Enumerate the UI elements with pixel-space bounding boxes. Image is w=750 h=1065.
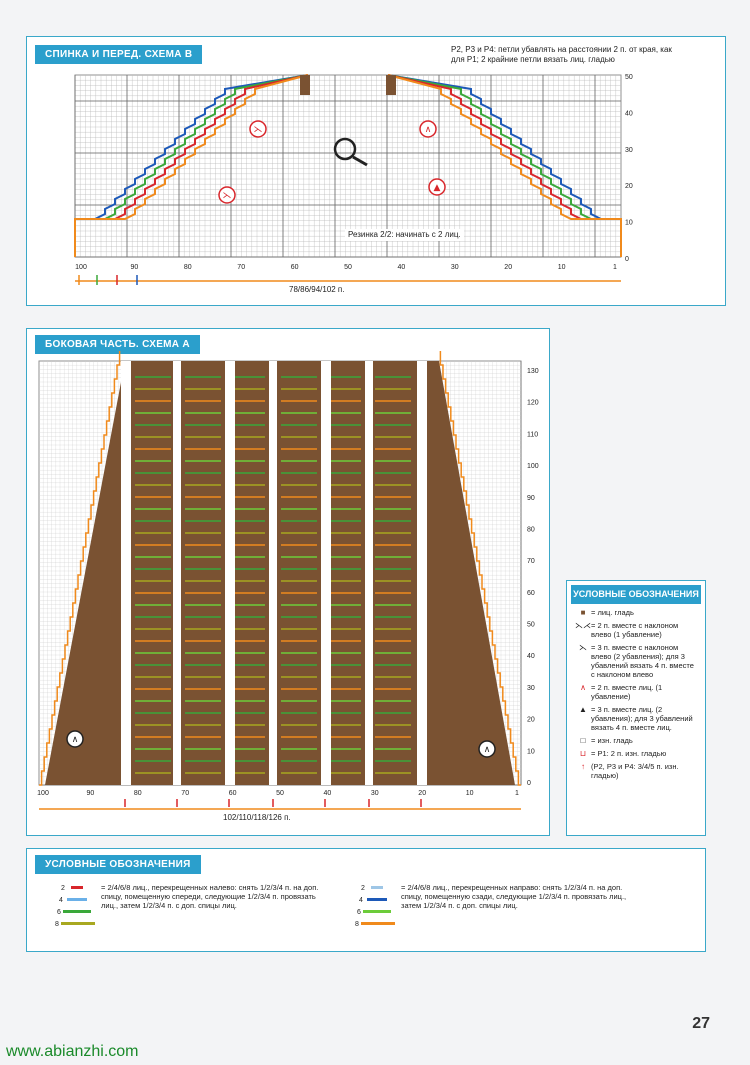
legend-left-cross: = 2/4/6/8 лиц., перекрещенных налево: снять 1/2/3/4 п. на доп. спицу, помещенную спереди, следующие 1/2/3/4 п. провязать лиц., затем 1/2/3/4 п. с доп. спицы лиц.: [101, 883, 319, 910]
purl-column: [225, 361, 235, 785]
legend-num: 6: [57, 909, 61, 916]
k3tog-left-icon: ⋋: [579, 643, 587, 652]
stockinette-swatch-icon: ■: [580, 608, 586, 617]
x-tick-label: 80: [183, 264, 192, 271]
x-tick-label: 70: [237, 264, 246, 271]
decrease-marker-glyph: ⋋: [253, 125, 263, 135]
rib-block: [386, 75, 396, 95]
x-tick-label: 60: [290, 264, 299, 271]
purl-column: [365, 361, 373, 785]
x-tick-label: 90: [86, 790, 95, 797]
y-tick-label: 120: [527, 399, 539, 407]
k2tog-icon: ∧: [580, 683, 586, 692]
legend-num: 4: [59, 897, 63, 904]
legend-num: 8: [355, 921, 359, 928]
swatch-blue: [67, 898, 87, 901]
y-tick-label: 90: [527, 494, 535, 502]
legend-item: ∧ = 2 п. вместе лиц. (1 убавление): [575, 683, 697, 701]
legend-right-cross: = 2/4/6/8 лиц., перекрещенных направо: снять 1/2/3/4 п. на доп. спицу, помещенную сзади, следующие 1/2/3/4 п. провязать лиц., затем 1/2/3/4 п. с доп. спицы лиц.: [401, 883, 627, 910]
legend-item: ⋋ = 3 п. вместе с наклоном влево (2 убавления); для 3 убавлений вязать 4 п. вместе с наклоном влево: [575, 643, 697, 679]
y-tick-label: 20: [625, 183, 633, 191]
x-tick-label: 100: [37, 790, 49, 797]
site-url[interactable]: www.abianzhi.com: [6, 1043, 139, 1060]
scheme-a-width-label: 102/110/118/126 п.: [223, 813, 291, 822]
swatch-darkblue: [367, 898, 387, 901]
purl-column: [173, 361, 181, 785]
legend-item: ⋋⋌ = 2 п. вместе с наклоном влево (1 убавление): [575, 621, 679, 639]
decrease-marker-glyph: ∧: [424, 125, 432, 135]
y-tick-label: 40: [527, 653, 535, 661]
y-tick-label: 20: [527, 716, 535, 724]
x-tick-label: 50: [276, 790, 284, 797]
k3tog-icon: ▲: [579, 705, 587, 714]
legend-item: ↑ (P2, P3 и P4: 3/4/5 п. изн. гладью): [575, 762, 697, 780]
swatch-lightgreen: [363, 910, 391, 913]
y-tick-label: 50: [527, 621, 535, 629]
scheme-b-chart: [27, 37, 727, 307]
scheme-b-width-label: 78/86/94/102 п.: [289, 285, 345, 294]
right-cross-swatches: [355, 885, 395, 928]
x-tick-label: 20: [504, 264, 513, 271]
x-tick-label: 60: [228, 790, 237, 797]
x-tick-label: 20: [418, 790, 427, 797]
scheme-b-note-top: P2, P3 и P4: петли убавлять на расстоянии 2 п. от края, как для P1; 2 крайние петли вязать лиц. гладью: [451, 45, 672, 64]
x-tick-label: 30: [450, 264, 459, 271]
purl-column: [321, 361, 331, 785]
legend-num: 6: [357, 909, 361, 916]
y-tick-label: 70: [527, 558, 535, 566]
bottom-legend-panel: [26, 848, 706, 952]
y-tick-label: 30: [625, 146, 633, 154]
x-tick-label: 80: [133, 790, 142, 797]
purl-bracket-icon: ⊔: [579, 749, 587, 758]
y-tick-label: 130: [527, 368, 539, 375]
legend-item: ▲ = 3 п. вместе лиц. (2 убавления); для 3 убавлений вязать 4 п. вместе лиц.: [575, 705, 697, 732]
left-cross-swatches: [55, 885, 95, 928]
x-tick-label: 40: [323, 790, 332, 797]
reverse-stockinette-icon: □: [580, 736, 586, 745]
swatch-orange: [361, 922, 395, 925]
legend-num: 2: [361, 885, 365, 892]
x-tick-label: 40: [397, 264, 406, 271]
x-tick-label: 1: [515, 790, 519, 797]
scheme-a-chart: [27, 329, 551, 837]
legend-num: 8: [55, 921, 59, 928]
swatch-lightblue: [371, 886, 383, 889]
side-legend-title: УСЛОВНЫЕ ОБОЗНАЧЕНИЯ: [571, 585, 701, 604]
rib-block: [300, 75, 310, 95]
y-tick-label: 80: [527, 526, 535, 534]
y-tick-label: 40: [625, 110, 633, 118]
y-tick-label: 0: [527, 780, 531, 787]
x-tick-label: 100: [75, 264, 87, 271]
arrow-up-icon: ↑: [581, 762, 585, 771]
x-tick-label: 10: [557, 264, 566, 271]
scheme-b-panel: [26, 36, 726, 306]
decrease-marker-glyph: ∧: [71, 735, 79, 745]
swatch-olive: [61, 922, 95, 925]
y-tick-label: 50: [625, 74, 633, 81]
legend-num: 4: [359, 897, 363, 904]
x-tick-label: 90: [130, 264, 139, 271]
y-tick-label: 60: [527, 589, 535, 597]
legend-item: □ = изн. гладь: [575, 736, 697, 745]
page-number: 27: [692, 1015, 710, 1032]
legend-item: ■ = лиц. гладь: [575, 608, 697, 617]
y-tick-label: 110: [527, 431, 539, 439]
decrease-marker-glyph: ▲: [433, 183, 441, 193]
swatch-red: [71, 886, 83, 889]
body-stockinette: [45, 361, 515, 785]
y-tick-label: 30: [527, 684, 535, 692]
legend-item: ⊔ = P1: 2 п. изн. гладью: [575, 749, 697, 758]
scheme-b-title: СПИНКА И ПЕРЕД. СХЕМА В: [35, 45, 202, 64]
scheme-a-title: БОКОВАЯ ЧАСТЬ. СХЕМА А: [35, 335, 200, 354]
decrease-marker-glyph: ⋋: [222, 191, 232, 201]
y-tick-label: 10: [527, 748, 535, 756]
swatch-green: [63, 910, 91, 913]
bottom-legend-title: УСЛОВНЫЕ ОБОЗНАЧЕНИЯ: [35, 855, 201, 874]
y-tick-label: 10: [625, 219, 633, 227]
decrease-marker-glyph: ∧: [483, 745, 491, 755]
purl-column: [121, 361, 131, 785]
y-tick-label: 100: [527, 463, 539, 471]
x-tick-label: 30: [370, 790, 379, 797]
purl-column: [269, 361, 277, 785]
x-tick-label: 1: [613, 264, 617, 271]
scheme-b-rib-note: Резинка 2/2: начинать с 2 лиц.: [345, 229, 464, 241]
x-tick-label: 10: [465, 790, 474, 797]
x-tick-label: 70: [181, 790, 190, 797]
purl-column: [417, 361, 427, 785]
k2tog-left-icon: ⋋⋌: [575, 621, 591, 630]
x-tick-label: 50: [344, 264, 352, 271]
legend-num: 2: [61, 885, 65, 892]
y-tick-label: 0: [625, 256, 629, 263]
side-legend-panel: [566, 580, 706, 836]
scheme-a-panel: [26, 328, 550, 836]
